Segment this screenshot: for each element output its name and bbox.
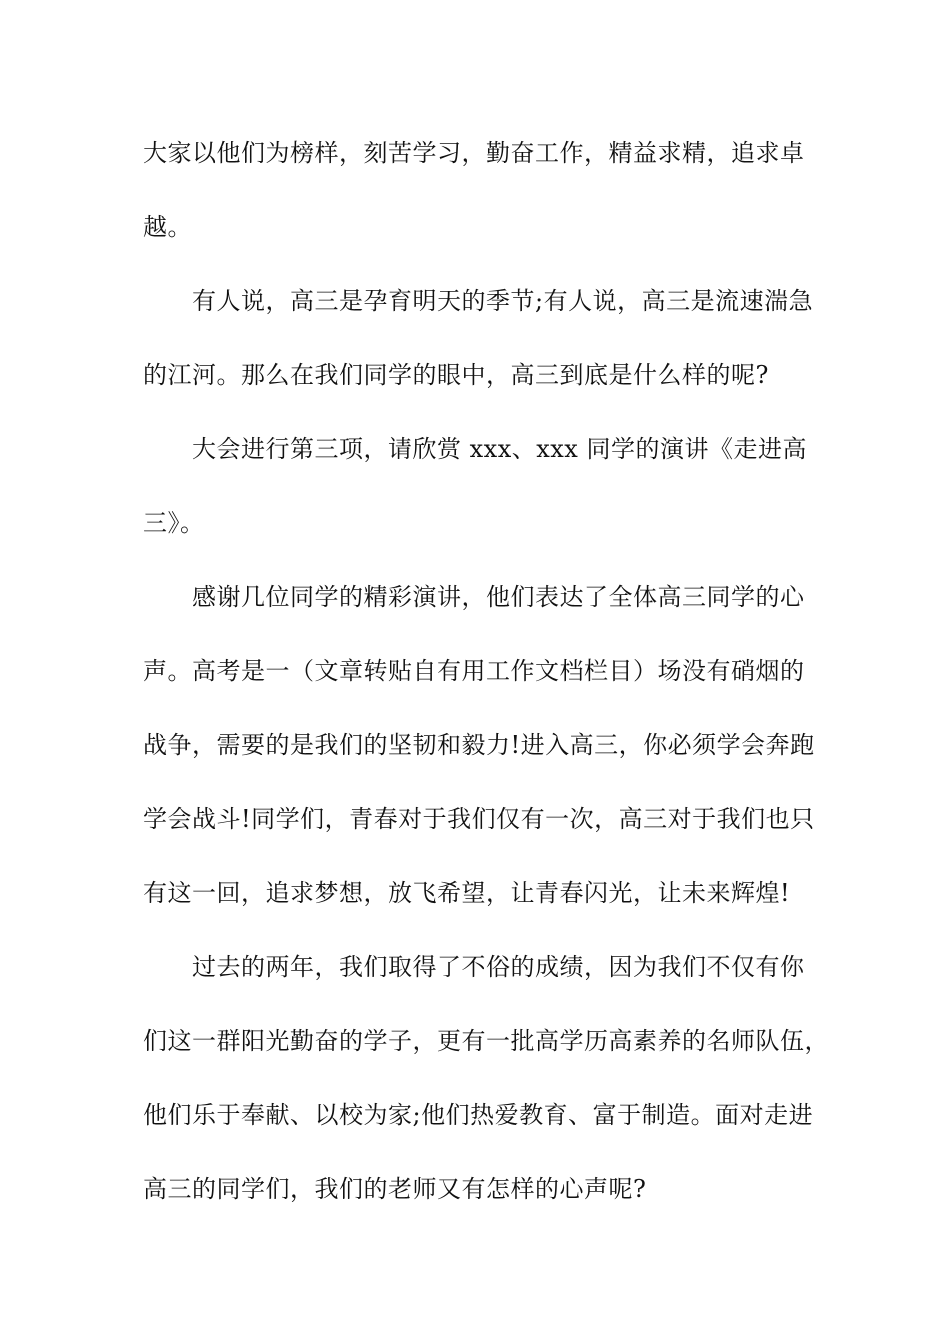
text-line: 的江河。那么在我们同学的眼中，高三到底是什么样的呢? [143,361,769,389]
paragraph-first-line: 过去的两年，我们取得了不俗的成绩，因为我们不仅有你 [192,953,805,981]
text-line: 高三的同学们，我们的老师又有怎样的心声呢? [143,1175,647,1203]
text-line: 越。 [143,213,192,241]
text-line: 声。高考是一（文章转贴自有用工作文档栏目）场没有硝烟的 [143,657,805,685]
paragraph-first-line: 大会进行第三项，请欣赏 xxx、xxx 同学的演讲《走进高 [192,435,807,463]
text-line: 们这一群阳光勤奋的学子，更有一批高学历高素养的名师队伍， [143,1027,829,1055]
text-line: 学会战斗!同学们，青春对于我们仅有一次，高三对于我们也只 [143,805,815,833]
text-line: 他们乐于奉献、以校为家;他们热爱教育、富于制造。面对走进 [143,1101,814,1129]
paragraph-first-line: 有人说，高三是孕育明天的季节;有人说，高三是流速湍急 [192,287,814,315]
text-line: 大家以他们为榜样，刻苦学习，勤奋工作，精益求精，追求卓 [143,139,805,167]
text-line: 三》。 [143,509,205,537]
paragraph-first-line: 感谢几位同学的精彩演讲，他们表达了全体高三同学的心 [192,583,805,611]
text-line: 有这一回，追求梦想，放飞希望，让青春闪光，让未来辉煌! [143,879,791,907]
text-line: 战争，需要的是我们的坚韧和毅力!进入高三，你必须学会奔跑 [143,731,815,759]
